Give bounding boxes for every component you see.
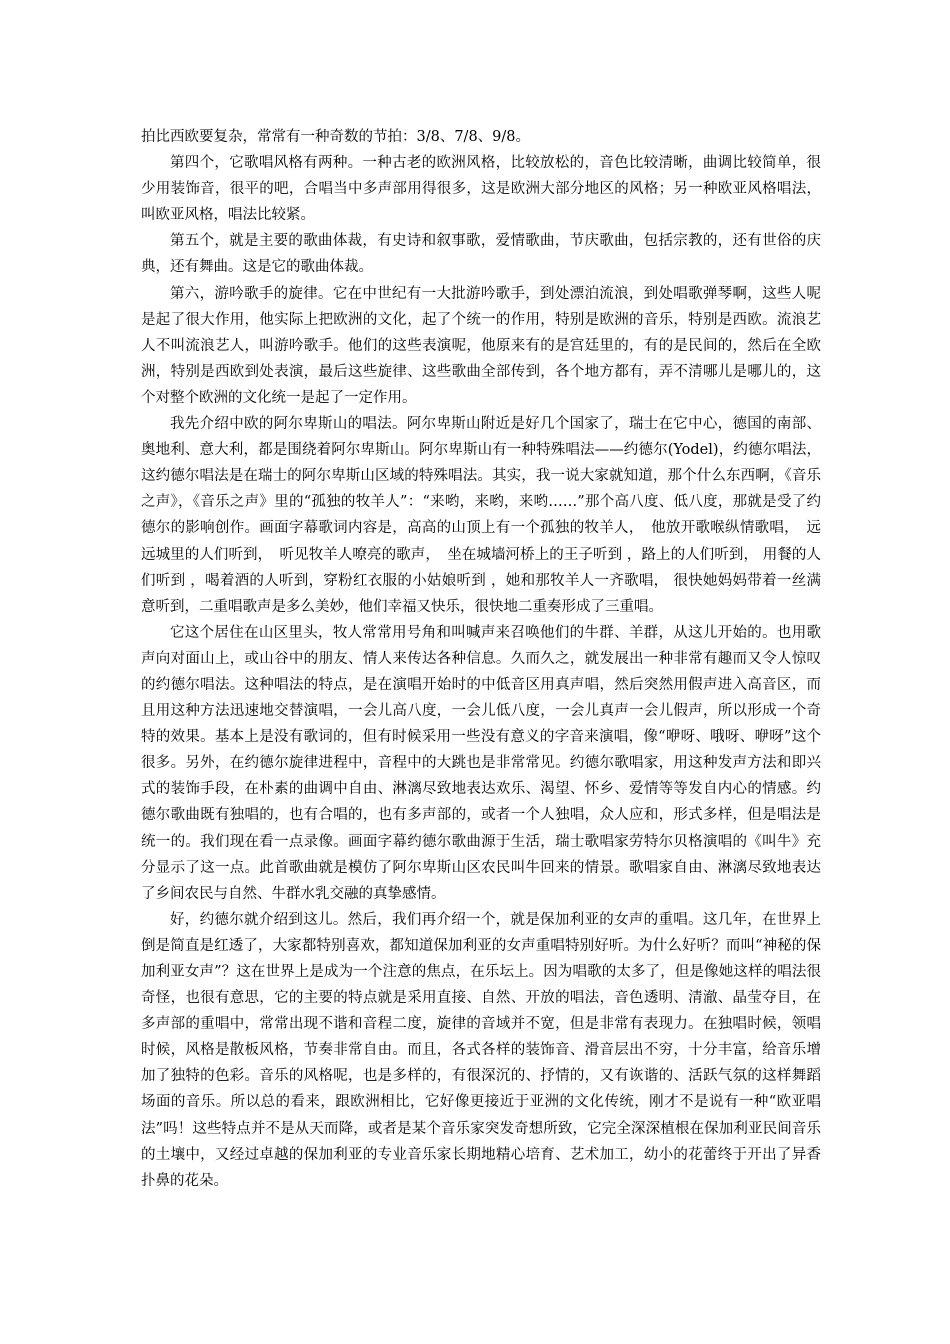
paragraph-bulgarian-voices: 好，约德尔就介绍到这儿。然后，我们再介绍一个，就是保加利亚的女声的重唱。这几年，在世界上倒是简直是红透了，大家都特别喜欢，都知道保加利亚的女声重唱特别好听。为什么好听？而叫“神秘的保加利亚女声”？这在世界上是成为一个注意的焦点，在乐坛上。因为唱歌的太多了，但是像她这样的唱法很奇怪，也很有意思，它的主要的特点就是采用直接、自然、开放的唱法，音色透明、清澈、晶莹夺目，在多声部的重唱中，常常出现不谐和音程二度，旋律的音域并不宽，但是非常有表现力。在独唱时候，领唱时候，风格是散板风格，节奏非常自由。而且，各式各样的装饰音、滑音层出不穷，十分丰富，给音乐增加了独特的色彩。音乐的风格呢，也是多样的，有很深沉的、抒情的，又有诙谐的、活跃气氛的这样舞蹈场面的音乐。所以总的看来，跟欧洲相比，它好像更接近于亚洲的文化传统，刚才不是说有一种“欧亚唱法”吗！这些特点并不是从天而降，或者是某个音乐家突发奇想所致，它完全深深植根在保加利亚民间音乐的土壤中，又经过卓越的保加利亚的专业音乐家长期地精心培育、艺术加工，幼小的花蕾终于开出了异香扑鼻的花朵。 — [141, 911, 821, 1189]
paragraph-yodel-technique: 它这个居住在山区里头，牧人常常用号角和叫喊声来召唤他们的牛群、羊群，从这儿开始的。也用歌声向对面山上，或山谷中的朋友、情人来传达各种信息。久而久之，就发展出一种非常有趣而又令人惊叹的约德尔唱法。这种唱法的特点，是在演唱开始时的中低音区用真声唱，然后突然用假声进入高音区，而且用这种方法迅速地交替演唱，一会儿高八度，一会儿低八度，一会儿真声一会儿假声，所以形成一个奇特的效果。基本上是没有歌词的，但有时候采用一些没有意义的字音来演唱，像“咿呀、哦呀、咿呀”这个很多。另外，在约德尔旋律进程中，音程中的大跳也是非常常见。约德尔歌唱家，用这种发声方法和即兴式的装饰手段，在朴素的曲调中自由、淋漓尽致地表达欢乐、渴望、怀乡、爱情等等发自内心的情感。约德尔歌曲既有独唱的，也有合唱的，也有多声部的，或者一个人独唱，众人应和，形式多样，但是唱法是统一的。我们现在看一点录像。画面字幕约德尔歌曲源于生活，瑞士歌唱家劳特尔贝格演唱的《叫牛》充分显示了这一点。此首歌曲就是模仿了阿尔卑斯山区农民叫牛回来的情景。歌唱家自由、淋漓尽致地表达了乡间农民与自然、牛群水乳交融的真挚感情。 — [141, 624, 821, 902]
paragraph-song-genres: 第五个，就是主要的歌曲体裁，有史诗和叙事歌，爱情歌曲，节庆歌曲，包括宗教的，还有世俗的庆典，还有舞曲。这是它的歌曲体裁。 — [141, 233, 821, 276]
paragraph-meter-continuation: 拍比西欧要复杂，常常有一种奇数的节拍：3/8、7/8、9/8。 — [141, 129, 531, 145]
paragraph-singing-style: 第四个，它歌唱风格有两种。一种古老的欧洲风格，比较放松的，音色比较清晰，曲调比较简单，很少用装饰音，很平的吧，合唱当中多声部用得很多，这是欧洲大部分地区的风格；另一种欧亚风格唱法，叫欧亚风格，唱法比较紧。 — [141, 155, 821, 224]
paragraph-alpine-yodel-intro: 我先介绍中欧的阿尔卑斯山的唱法。阿尔卑斯山附近是好几个国家了，瑞士在它中心，德国的南部、奥地利、意大利，都是围绕着阿尔卑斯山。阿尔卑斯山有一种特殊唱法——约德尔(Yodel)，约德尔唱法，这约德尔唱法是在瑞士的阿尔卑斯山区域的特殊唱法。其实，我一说大家就知道，那个什么东西啊，《音乐之声》，《音乐之声》里的“孤独的牧羊人”：“来哟，来哟，来哟……”那个高八度、低八度，那就是受了约德尔的影响创作。画面字幕歌词内容是，高高的山顶上有一个孤独的牧羊人， 他放开歌喉纵情歌唱， 远远城里的人们听到， 听见牧羊人嘹亮的歌声， 坐在城墙河桥上的王子听到 ，路上的人们听到， 用餐的人们听到 ，喝着酒的人听到，穿粉红衣服的小姑娘听到 ，她和那牧羊人一齐歌唱， 很快她妈妈带着一丝满意听到，二重唱歌声是多么美妙，他们幸福又快乐，很快地二重奏形成了三重唱。 — [141, 416, 821, 615]
document-body — [141, 124, 821, 1194]
paragraph-troubadour-melody: 第六，游吟歌手的旋律。它在中世纪有一大批游吟歌手，到处漂泊流浪，到处唱歌弹琴啊，这些人呢是起了很大作用，他实际上把欧洲的文化，起了个统一的作用，特别是欧洲的音乐，特别是西欧。流浪艺人不叫流浪艺人，叫游吟歌手。他们的这些表演呢，他原来有的是宫廷里的，有的是民间的，然后在全欧洲，特别是西欧到处表演，最后这些旋律、这些歌曲全部传到，各个地方都有，弄不清哪儿是哪儿的，这个对整个欧洲的文化统一是起了一定作用。 — [141, 285, 821, 406]
